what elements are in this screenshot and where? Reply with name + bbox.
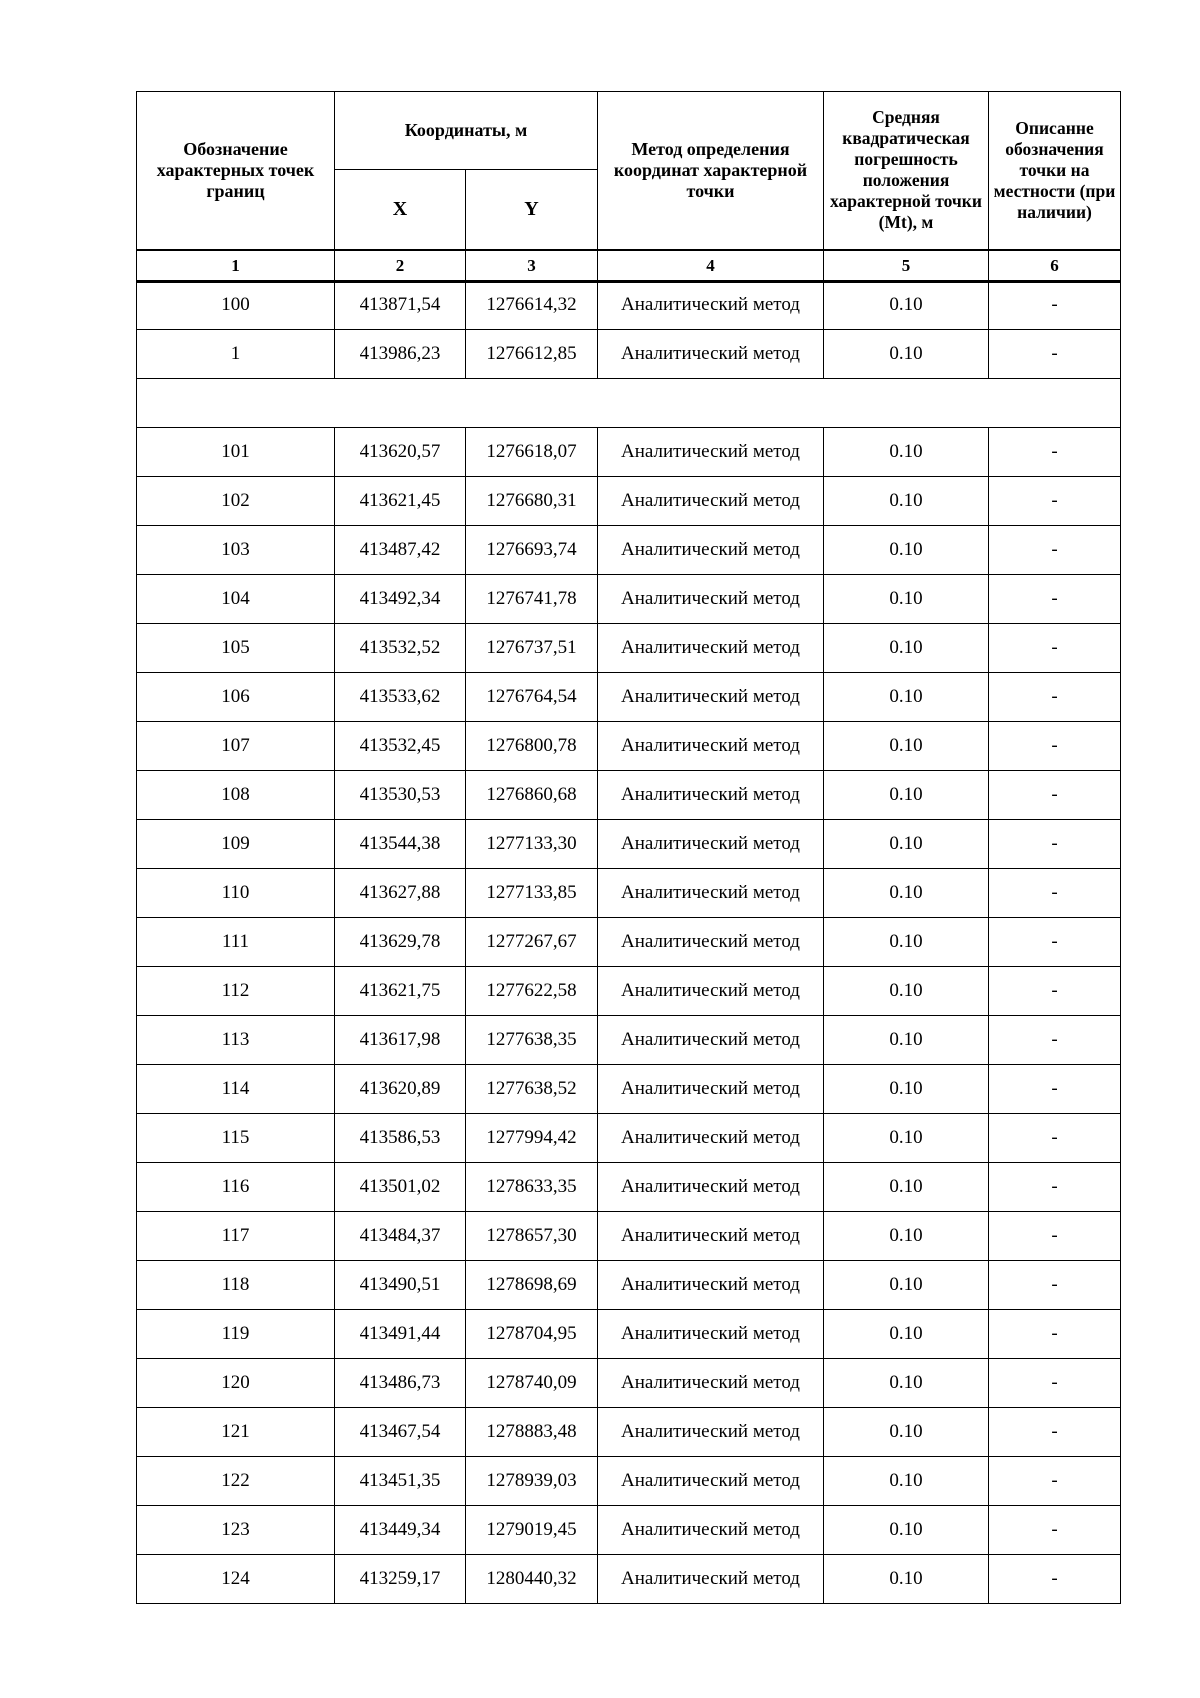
cell-point-id: 111 [137,918,335,967]
cell-x: 413871,54 [335,281,466,330]
cell-point-id: 112 [137,967,335,1016]
cell-mt: 0.10 [824,1016,989,1065]
cell-mt: 0.10 [824,967,989,1016]
cell-method: Аналитический метод [598,624,824,673]
table-row [137,1212,1121,1261]
cell-point-id: 123 [137,1506,335,1555]
cell-x: 413486,73 [335,1359,466,1408]
cell-y: 1278704,95 [466,1310,598,1359]
cell-point-id: 122 [137,1457,335,1506]
cell-description: - [989,722,1121,771]
cell-y: 1279019,45 [466,1506,598,1555]
cell-method: Аналитический метод [598,967,824,1016]
cell-method: Аналитический метод [598,869,824,918]
cell-method: Аналитический метод [598,1359,824,1408]
cell-mt: 0.10 [824,1506,989,1555]
cell-y: 1276618,07 [466,428,598,477]
cell-point-id: 100 [137,281,335,330]
cell-description: - [989,477,1121,526]
cell-description: - [989,771,1121,820]
cell-method: Аналитический метод [598,526,824,575]
cell-y: 1276800,78 [466,722,598,771]
table-row [137,771,1121,820]
cell-mt: 0.10 [824,820,989,869]
cell-description: - [989,1212,1121,1261]
cell-description: - [989,1506,1121,1555]
cell-description: - [989,1065,1121,1114]
table-row [137,918,1121,967]
cell-method: Аналитический метод [598,1065,824,1114]
cell-x: 413259,17 [335,1555,466,1604]
cell-x: 413620,57 [335,428,466,477]
cell-method: Аналитический метод [598,330,824,379]
header-description: Описанне обозначения точки на местности (при наличии) [989,92,1121,250]
cell-method: Аналитический метод [598,1016,824,1065]
cell-description: - [989,1114,1121,1163]
cell-description: - [989,1555,1121,1604]
cell-method: Аналитический метод [598,1506,824,1555]
cell-point-id: 119 [137,1310,335,1359]
cell-description: - [989,673,1121,722]
cell-x: 413986,23 [335,330,466,379]
cell-mt: 0.10 [824,330,989,379]
cell-mt: 0.10 [824,722,989,771]
cell-mt: 0.10 [824,1408,989,1457]
cell-x: 413533,62 [335,673,466,722]
cell-x: 413490,51 [335,1261,466,1310]
cell-method: Аналитический метод [598,918,824,967]
cell-description: - [989,1261,1121,1310]
cell-y: 1276693,74 [466,526,598,575]
cell-point-id: 114 [137,1065,335,1114]
cell-description: - [989,1016,1121,1065]
cell-method: Аналитический метод [598,820,824,869]
cell-point-id: 108 [137,771,335,820]
cell-x: 413451,35 [335,1457,466,1506]
table-row [137,575,1121,624]
cell-x: 413629,78 [335,918,466,967]
cell-method: Аналитический метод [598,1408,824,1457]
cell-method: Аналитический метод [598,1555,824,1604]
cell-description: - [989,624,1121,673]
table-row [137,1261,1121,1310]
cell-x: 413492,34 [335,575,466,624]
cell-x: 413621,45 [335,477,466,526]
column-number: 2 [335,250,466,282]
table-header [136,91,1121,283]
cell-description: - [989,1408,1121,1457]
cell-method: Аналитический метод [598,477,824,526]
cell-mt: 0.10 [824,624,989,673]
cell-method: Аналитический метод [598,1163,824,1212]
cell-method: Аналитический метод [598,575,824,624]
cell-mt: 0.10 [824,526,989,575]
cell-mt: 0.10 [824,428,989,477]
cell-mt: 0.10 [824,1555,989,1604]
table-row [137,1506,1121,1555]
cell-point-id: 107 [137,722,335,771]
cell-point-id: 102 [137,477,335,526]
cell-y: 1276764,54 [466,673,598,722]
cell-method: Аналитический метод [598,1114,824,1163]
table-row [137,1016,1121,1065]
column-number: 4 [598,250,824,282]
cell-mt: 0.10 [824,1212,989,1261]
header-x: X [335,170,466,250]
cell-method: Аналитический метод [598,1457,824,1506]
cell-x: 413586,53 [335,1114,466,1163]
cell-description: - [989,1457,1121,1506]
table-body-top [137,281,1121,379]
cell-point-id: 110 [137,869,335,918]
cell-mt: 0.10 [824,1261,989,1310]
cell-description: - [989,820,1121,869]
cell-point-id: 113 [137,1016,335,1065]
cell-point-id: 101 [137,428,335,477]
cell-mt: 0.10 [824,1163,989,1212]
column-number: 5 [824,250,989,282]
cell-point-id: 121 [137,1408,335,1457]
cell-method: Аналитический метод [598,771,824,820]
cell-mt: 0.10 [824,869,989,918]
cell-y: 1278698,69 [466,1261,598,1310]
cell-y: 1276680,31 [466,477,598,526]
cell-mt: 0.10 [824,1457,989,1506]
cell-description: - [989,967,1121,1016]
cell-y: 1278883,48 [466,1408,598,1457]
cell-y: 1278939,03 [466,1457,598,1506]
table-row [137,820,1121,869]
cell-y: 1277638,35 [466,1016,598,1065]
cell-y: 1277133,30 [466,820,598,869]
cell-mt: 0.10 [824,918,989,967]
table-row [137,624,1121,673]
cell-mt: 0.10 [824,1359,989,1408]
cell-y: 1280440,32 [466,1555,598,1604]
table-row [137,722,1121,771]
cell-point-id: 109 [137,820,335,869]
table-row [137,1065,1121,1114]
cell-y: 1277267,67 [466,918,598,967]
cell-y: 1276612,85 [466,330,598,379]
table-row [137,428,1121,477]
cell-point-id: 105 [137,624,335,673]
cell-x: 413532,45 [335,722,466,771]
cell-description: - [989,918,1121,967]
cell-y: 1278657,30 [466,1212,598,1261]
cell-mt: 0.10 [824,575,989,624]
cell-mt: 0.10 [824,771,989,820]
cell-mt: 0.10 [824,1114,989,1163]
cell-y: 1277622,58 [466,967,598,1016]
cell-y: 1278633,35 [466,1163,598,1212]
table-row [137,1359,1121,1408]
cell-description: - [989,575,1121,624]
table-row [137,526,1121,575]
cell-mt: 0.10 [824,1065,989,1114]
cell-method: Аналитический метод [598,281,824,330]
cell-x: 413532,52 [335,624,466,673]
cell-method: Аналитический метод [598,1310,824,1359]
cell-y: 1278740,09 [466,1359,598,1408]
cell-y: 1276614,32 [466,281,598,330]
header-coordinates: Координаты, м [335,92,598,170]
empty-cell [137,379,1121,428]
table-gap [137,379,1121,428]
cell-point-id: 106 [137,673,335,722]
header-point-designation: Обозначение характерных точек границ [137,92,335,250]
cell-description: - [989,1163,1121,1212]
cell-x: 413467,54 [335,1408,466,1457]
cell-point-id: 118 [137,1261,335,1310]
cell-point-id: 117 [137,1212,335,1261]
cell-x: 413621,75 [335,967,466,1016]
cell-mt: 0.10 [824,281,989,330]
header-y: Y [466,170,598,250]
cell-x: 413530,53 [335,771,466,820]
cell-point-id: 103 [137,526,335,575]
cell-method: Аналитический метод [598,1212,824,1261]
cell-method: Аналитический метод [598,722,824,771]
table-row [137,1555,1121,1604]
cell-description: - [989,526,1121,575]
cell-description: - [989,869,1121,918]
cell-description: - [989,281,1121,330]
cell-point-id: 116 [137,1163,335,1212]
cell-method: Аналитический метод [598,673,824,722]
cell-point-id: 1 [137,330,335,379]
cell-x: 413617,98 [335,1016,466,1065]
cell-method: Аналитический метод [598,428,824,477]
cell-x: 413484,37 [335,1212,466,1261]
cell-mt: 0.10 [824,673,989,722]
table-row [137,477,1121,526]
table-row [137,330,1121,379]
column-number: 1 [137,250,335,282]
table-row [137,1163,1121,1212]
cell-y: 1276741,78 [466,575,598,624]
cell-point-id: 104 [137,575,335,624]
header-mean-error: Средняя квадратическая погрешность положения характерной точки (Mt), м [824,92,989,250]
table-row [137,1408,1121,1457]
table-row [137,1457,1121,1506]
table-row [137,967,1121,1016]
table-row [137,281,1121,330]
cell-description: - [989,428,1121,477]
cell-description: - [989,1310,1121,1359]
table-body-main [137,428,1121,1604]
cell-y: 1277638,52 [466,1065,598,1114]
cell-x: 413487,42 [335,526,466,575]
cell-y: 1277994,42 [466,1114,598,1163]
table-row [137,1114,1121,1163]
column-number: 3 [466,250,598,282]
cell-point-id: 124 [137,1555,335,1604]
table-row [137,869,1121,918]
cell-x: 413449,34 [335,1506,466,1555]
column-number: 6 [989,250,1121,282]
table-row [137,1310,1121,1359]
header-method: Метод определения координат характерной точки [598,92,824,250]
table-row [137,673,1121,722]
cell-mt: 0.10 [824,1310,989,1359]
cell-y: 1276860,68 [466,771,598,820]
cell-mt: 0.10 [824,477,989,526]
cell-x: 413544,38 [335,820,466,869]
cell-y: 1277133,85 [466,869,598,918]
cell-description: - [989,1359,1121,1408]
empty-separator-row [137,379,1121,428]
cell-method: Аналитический метод [598,1261,824,1310]
cell-y: 1276737,51 [466,624,598,673]
cell-point-id: 120 [137,1359,335,1408]
cell-x: 413491,44 [335,1310,466,1359]
header-column-numbers [137,250,1121,282]
coordinates-table [136,280,1121,1604]
cell-x: 413620,89 [335,1065,466,1114]
cell-point-id: 115 [137,1114,335,1163]
cell-description: - [989,330,1121,379]
cell-x: 413627,88 [335,869,466,918]
cell-x: 413501,02 [335,1163,466,1212]
